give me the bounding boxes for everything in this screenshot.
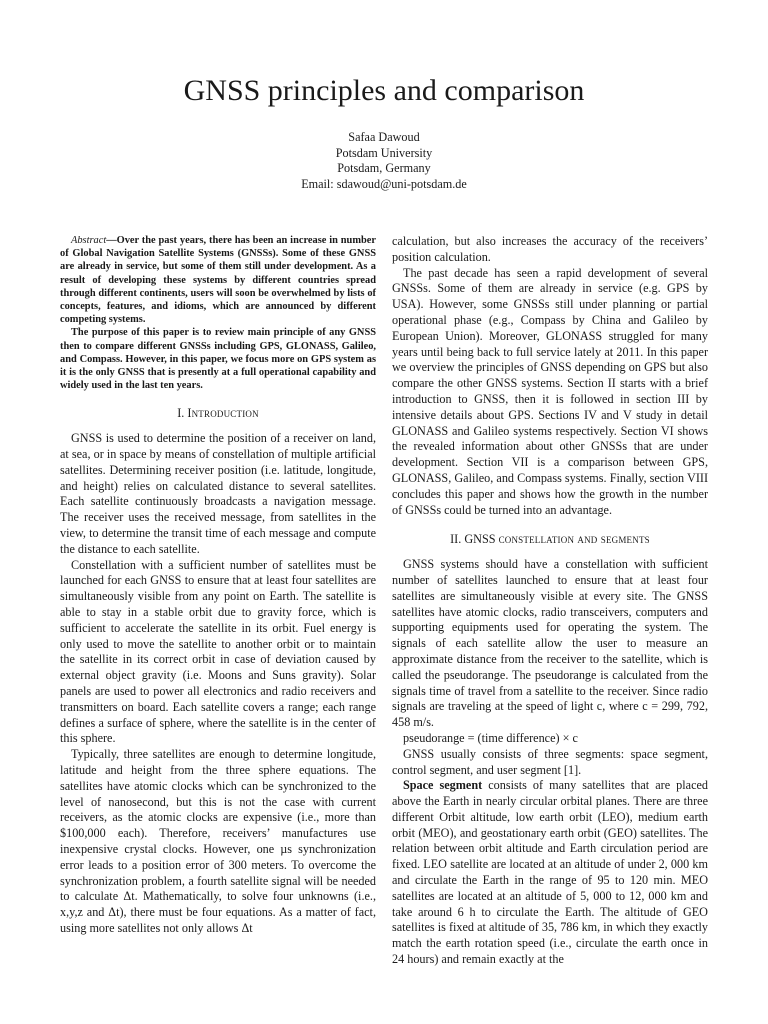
abstract-label: Abstract xyxy=(71,235,107,246)
gnss-paragraph-2: GNSS usually consists of three segments: space segment, control segment, and user segment [1]. xyxy=(392,746,708,777)
section-2-title-rest: constellation and segments xyxy=(498,532,650,547)
author-block xyxy=(0,130,768,192)
intro-paragraph-4: The past decade has seen a rapid development of several GNSSs. Some of them are already in service (e.g. GPS by USA). However, some GNSSs still under planning or partial operational phase (e.g., Compass by China and Galileo by European Union). Moreover, GLONASS struggled for many years until being back to full service lately at 2011. In this paper we overview the principles of GNSS depending on GPS but also compare the other GNSS systems. Section II starts with a brief introduction to GNSS, then it is followed in section III by intensive details about GPS. Sections IV and V study in detail GLONASS and Galileo systems respectively. Section VI shows the revealed information about other GNSSs that are under development. Section VII is a comparison between GPS, GLONASS, Galileo, and Compass systems. Finally, section VIII concludes this paper and shows how the growth in the number of GNSSs could be turned into an advantage. xyxy=(392,265,708,517)
right-column xyxy=(392,234,708,968)
abstract-paragraph-1: Abstract—Over the past years, there has been an increase in number of Global Navigation Satellite Systems (GNSSs). Some of these GNSS are already in service, but some of them still under development. As a result of developing these systems by different countries spread through different continents, users will soon be overwhelmed by lists of concepts, features, and idioms, which are announced by different competing systems. xyxy=(60,235,376,326)
section-2-title-main: GNSS xyxy=(464,532,496,547)
abstract xyxy=(60,234,376,392)
author-affiliation: Potsdam University xyxy=(335,145,433,160)
author-name: Safaa Dawoud xyxy=(348,130,420,144)
space-segment-label: Space segment xyxy=(403,778,483,793)
pseudorange-formula: pseudorange = (time difference) × c xyxy=(403,730,578,745)
gnss-paragraph-1: GNSS systems should have a constellation with sufficient number of satellites launched to ensure that at least four satellites are simultaneously visible at every site. The GNSS satellites have atomic clocks, radio transceivers, computers and supporting equipments used for operating the system. The signals of each satellite allow the user to measure an approximate distance from the receiver to the satellite, which is called the pseudorange. The pseudorange is calculated from the signals time of travel from a satellite to the receiver. Since radio signals are traveling at the speed of light c, where c = 299, 792, 458 m/s. xyxy=(392,557,708,730)
section-1-title: Introduction xyxy=(187,406,259,421)
abstract-text-1: Over the past years, there has been an increase in number of Global Navigation Satellite Systems (GNSSs). Some of these GNSS are already in service, but some of them still under development. As a result of developing these systems by different countries spread through different continents, users will soon be overwhelmed by lists of concepts, features, and idioms, which are announced by different competing systems. xyxy=(60,235,376,326)
author-location: Potsdam, Germany xyxy=(337,161,431,175)
section-2-numeral: II. xyxy=(450,532,462,547)
intro-paragraph-1: GNSS is used to determine the position of a receiver on land, at sea, or in space by means of constellation of multiple artificial satellites. Determining receiver position (i.e. latitude, longitude, and height) relies on calculated distance to several satellites. Each satellite continuously broadcasts a navigation message. The receiver uses the received message, from satellites in the view, to determine the transit time of each message and compute the distance to each satellite. xyxy=(60,431,376,556)
author-email: Email: sdawoud@uni-potsdam.de xyxy=(301,176,467,191)
section-1-numeral: I. xyxy=(177,406,185,421)
abstract-paragraph-2: The purpose of this paper is to review main principle of any GNSS then to compare different GNSSs including GPS, GLONASS, Galileo, and Compass. However, in this paper, we focus more on GPS system as it is the only GNSS that is presently at a full operational capability and widely used in the last ten years. xyxy=(60,327,376,392)
space-segment-text: consists of many satellites that are placed above the Earth in nearly circular orbital planes. There are three different Orbit altitude, low earth orbit (LEO), medium earth orbit (MEO), and geostationary earth orbit (GEO) satellites. The relation between orbit altitude and Earth circulation period are fixed. LEO satellite are located at an altitude of under 2, 000 km and circulate the Earth in the range of 95 to 120 min. MEO satellites are located at an altitude of 5, 000 to 12, 000 km and take around 6 h to circulate the Earth. The altitude of GEO satellites is fixed at altitude of 35, 786 km, in which they exactly match the earth rotation speed (i.e., circulate the earth once in 24 hours) and remain exactly at the xyxy=(392,778,708,967)
space-segment-paragraph xyxy=(392,778,708,968)
intro-paragraph-3-continued: calculation, but also increases the accuracy of the receivers’ position calculation. xyxy=(392,234,708,264)
paper-title: GNSS principles and comparison xyxy=(183,74,585,107)
section-2-heading xyxy=(392,532,708,548)
intro-paragraph-3: Typically, three satellites are enough to determine longitude, latitude and height from the three sphere equations. The satellites have atomic clocks which can be synchronized to the level of nanosecond, but this is not the case with current receivers, as the atomic clocks are expensive (i.e., more than $100,000 each). Therefore, receivers’ manufactures use inexpensive crystal clocks. However, one µs synchronization error leads to a position error of 300 meters. To overcome the synchronization problem, a fourth satellite signal will be needed to calculate Δt. Mathematically, to solve four unknowns (i.e., x,y,z and Δt), there must be four equations. As a matter of fact, using more satellites not only allows Δt xyxy=(60,747,376,935)
intro-paragraph-2: Constellation with a sufficient number of satellites must be launched for each GNSS to ensure that at least four satellites are simultaneously visible from any point on Earth. The satellite is able to stay in a stable orbit due to gravity force, which is sufficient to accelerate the satellite in its orbit. Fuel energy is only used to move the satellite to another orbit or to maintain the satellite in its correct orbit in case of deviation caused by external object gravity (i.e. Moons and Suns gravity). Solar panels are used to power all electronics and radio receivers and transmitters on board. Each satellite covers a range; each range defines a surface of sphere, where the satellite is in the center of this sphere. xyxy=(60,557,376,746)
section-1-heading xyxy=(60,406,376,422)
left-column xyxy=(60,234,376,937)
